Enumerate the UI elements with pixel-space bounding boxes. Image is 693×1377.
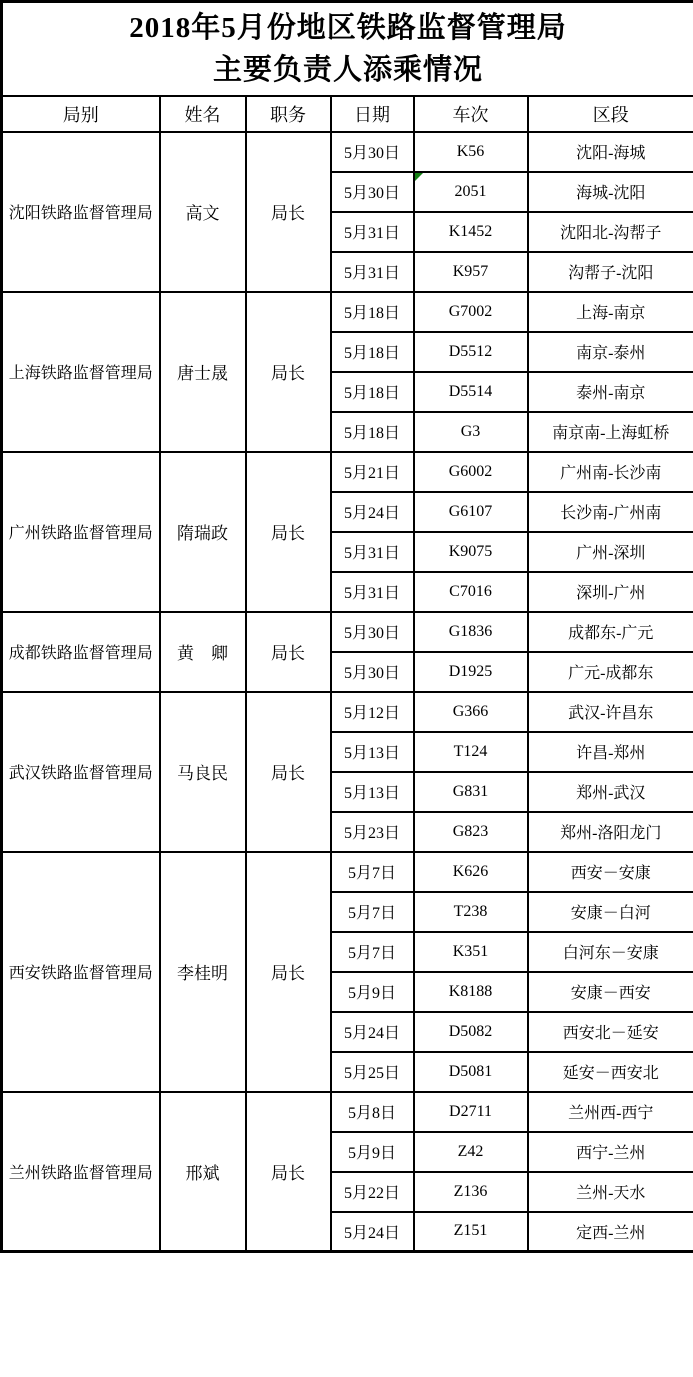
route-section-cell: 西安－安康 [528,852,693,892]
bureau-cell: 成都铁路监督管理局 [2,612,160,692]
date-cell: 5月7日 [331,892,414,932]
person-name-cell: 李桂明 [160,852,246,1092]
date-cell: 5月30日 [331,612,414,652]
train-number-cell: 2051 [414,172,528,212]
train-number-cell: G823 [414,812,528,852]
person-name-cell: 隋瑞政 [160,452,246,612]
route-section-cell: 兰州西-西宁 [528,1092,693,1132]
page-title-line2: 主要负责人添乘情况 [213,53,484,86]
route-section-cell: 定西-兰州 [528,1212,693,1252]
bureau-cell: 广州铁路监督管理局 [2,452,160,612]
route-section-cell: 南京-泰州 [528,332,693,372]
train-number-cell: D5081 [414,1052,528,1092]
date-cell: 5月24日 [331,492,414,532]
train-number-cell: K8188 [414,972,528,1012]
route-section-cell: 沈阳-海城 [528,132,693,172]
train-number-cell: G6002 [414,452,528,492]
column-header: 局别 [2,96,160,132]
train-number-cell: K56 [414,132,528,172]
route-section-cell: 南京南-上海虹桥 [528,412,693,452]
train-number-cell: T238 [414,892,528,932]
train-number-cell: Z151 [414,1212,528,1252]
date-cell: 5月25日 [331,1052,414,1092]
train-number-cell: D1925 [414,652,528,692]
person-name-cell: 马良民 [160,692,246,852]
table-row [2,612,693,652]
train-number-cell: G3 [414,412,528,452]
route-section-cell: 泰州-南京 [528,372,693,412]
train-number-cell: C7016 [414,572,528,612]
date-cell: 5月13日 [331,732,414,772]
date-cell: 5月7日 [331,932,414,972]
person-name-cell: 黄 卿 [160,612,246,692]
table-row [2,1092,693,1132]
train-number-cell: Z136 [414,1172,528,1212]
route-section-cell: 郑州-洛阳龙门 [528,812,693,852]
route-section-cell: 西宁-兰州 [528,1132,693,1172]
column-header: 姓名 [160,96,246,132]
train-number-cell: G831 [414,772,528,812]
train-number-cell: D5082 [414,1012,528,1052]
date-cell: 5月30日 [331,652,414,692]
route-section-cell: 安康－西安 [528,972,693,1012]
train-number-cell: G366 [414,692,528,732]
train-number-cell: D5512 [414,332,528,372]
column-header-row [2,96,693,132]
position-cell: 局长 [246,132,331,292]
route-section-cell: 长沙南-广州南 [528,492,693,532]
train-number-cell: T124 [414,732,528,772]
position-cell: 局长 [246,452,331,612]
date-cell: 5月24日 [331,1212,414,1252]
person-name-cell: 邢斌 [160,1092,246,1252]
column-header: 区段 [528,96,693,132]
date-cell: 5月18日 [331,292,414,332]
train-number-cell: K957 [414,252,528,292]
date-cell: 5月9日 [331,1132,414,1172]
route-section-cell: 广州-深圳 [528,532,693,572]
route-section-cell: 深圳-广州 [528,572,693,612]
route-section-cell: 延安－西安北 [528,1052,693,1092]
route-section-cell: 沈阳北-沟帮子 [528,212,693,252]
route-section-cell: 广州南-长沙南 [528,452,693,492]
position-cell: 局长 [246,612,331,692]
date-cell: 5月24日 [331,1012,414,1052]
route-section-cell: 白河东－安康 [528,932,693,972]
position-cell: 局长 [246,692,331,852]
train-number-cell: D2711 [414,1092,528,1132]
bureau-cell: 武汉铁路监督管理局 [2,692,160,852]
table-row [2,452,693,492]
bureau-cell: 沈阳铁路监督管理局 [2,132,160,292]
route-section-cell: 上海-南京 [528,292,693,332]
train-number-cell: G1836 [414,612,528,652]
bureau-cell: 兰州铁路监督管理局 [2,1092,160,1252]
position-cell: 局长 [246,852,331,1092]
date-cell: 5月30日 [331,172,414,212]
position-cell: 局长 [246,1092,331,1252]
person-name-cell: 高文 [160,132,246,292]
route-section-cell: 广元-成都东 [528,652,693,692]
table-row [2,132,693,172]
person-name-cell: 唐士晟 [160,292,246,452]
column-header: 车次 [414,96,528,132]
route-section-cell: 海城-沈阳 [528,172,693,212]
bureau-cell: 西安铁路监督管理局 [2,852,160,1092]
bureau-cell: 上海铁路监督管理局 [2,292,160,452]
green-triangle-icon [415,173,423,181]
train-number-cell: G6107 [414,492,528,532]
date-cell: 5月18日 [331,332,414,372]
column-header: 职务 [246,96,331,132]
train-number-cell: K351 [414,932,528,972]
date-cell: 5月30日 [331,132,414,172]
route-section-cell: 沟帮子-沈阳 [528,252,693,292]
date-cell: 5月22日 [331,1172,414,1212]
train-number-cell: K1452 [414,212,528,252]
table-row [2,292,693,332]
date-cell: 5月8日 [331,1092,414,1132]
route-section-cell: 兰州-天水 [528,1172,693,1212]
date-cell: 5月18日 [331,412,414,452]
route-section-cell: 成都东-广元 [528,612,693,652]
date-cell: 5月13日 [331,772,414,812]
route-section-cell: 武汉-许昌东 [528,692,693,732]
date-cell: 5月12日 [331,692,414,732]
table-row [2,852,693,892]
date-cell: 5月21日 [331,452,414,492]
route-section-cell: 安康－白河 [528,892,693,932]
train-number-cell: D5514 [414,372,528,412]
route-section-cell: 西安北－延安 [528,1012,693,1052]
date-cell: 5月31日 [331,532,414,572]
position-cell: 局长 [246,292,331,452]
train-number-cell: G7002 [414,292,528,332]
train-number-cell: K9075 [414,532,528,572]
date-cell: 5月7日 [331,852,414,892]
route-section-cell: 许昌-郑州 [528,732,693,772]
date-cell: 5月23日 [331,812,414,852]
page-title [2,2,693,96]
title-row [2,2,693,96]
train-number-cell: K626 [414,852,528,892]
date-cell: 5月31日 [331,572,414,612]
route-section-cell: 郑州-武汉 [528,772,693,812]
train-number-cell: Z42 [414,1132,528,1172]
date-cell: 5月31日 [331,252,414,292]
table-row [2,692,693,732]
page-title-line1: 2018年5月份地区铁路监督管理局 [129,11,567,44]
date-cell: 5月31日 [331,212,414,252]
column-header: 日期 [331,96,414,132]
date-cell: 5月18日 [331,372,414,412]
date-cell: 5月9日 [331,972,414,1012]
